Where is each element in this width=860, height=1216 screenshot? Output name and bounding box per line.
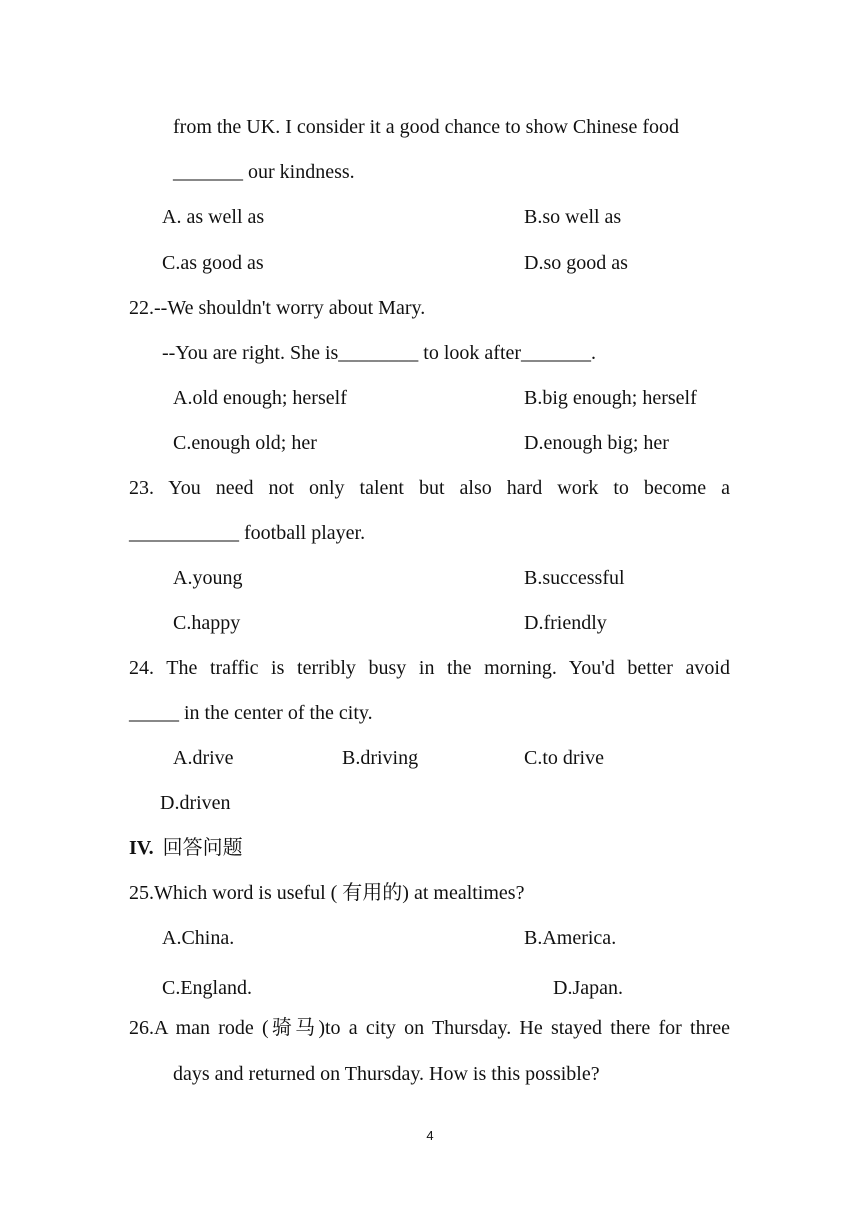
q25-option-b: B.America. [524,927,617,949]
q22-option-d: D.enough big; her [524,432,669,454]
q21-option-a: A. as well as [162,206,265,228]
q22-option-a: A.old enough; herself [173,387,347,409]
q25-option-a: A.China. [162,927,235,949]
q23-option-b: B.successful [524,567,625,589]
q25-stem: 25.Which word is useful ( 有用的) at mealtimes? [129,882,525,904]
q24-line1: 24. The traffic is terribly busy in the morning. You'd better avoid [129,657,730,679]
q24-option-c: C.to drive [524,747,604,769]
q24-option-d: D.driven [160,792,231,814]
q25-option-c: C.England. [162,977,252,999]
q24-option-b: B.driving [342,747,419,769]
q23-line2: ___________ football player. [129,522,366,544]
q21-option-b: B.so well as [524,206,622,228]
q26-line2: days and returned on Thursday. How is this possible? [173,1063,600,1085]
q22-option-c: C.enough old; her [173,432,317,454]
q24-line2: _____ in the center of the city. [129,702,373,724]
q22-option-b: B.big enough; herself [524,387,697,409]
section-heading [129,836,243,860]
q23-option-c: C.happy [173,612,241,634]
q21-option-c: C.as good as [162,252,264,274]
q21-line1: from the UK. I consider it a good chance to show Chinese food [173,116,679,138]
q25-option-d: D.Japan. [553,977,623,999]
q23-option-d: D.friendly [524,612,607,634]
q21-line2: _______ our kindness. [173,161,355,183]
q21-option-d: D.so good as [524,252,628,274]
q24-option-a: A.drive [173,747,234,769]
q22-reply: --You are right. She is________ to look after_______. [162,342,597,364]
section-numeral: IV. [129,837,154,859]
page-number: 4 [426,1128,434,1143]
q23-option-a: A.young [173,567,243,589]
q26-line1: 26.A man rode (骑马)to a city on Thursday. He stayed there for three [129,1017,730,1039]
q23-line1: 23. You need not only talent but also hard work to become a [129,477,730,499]
section-title: 回答问题 [162,837,243,859]
q22-stem: 22.--We shouldn't worry about Mary. [129,297,426,319]
